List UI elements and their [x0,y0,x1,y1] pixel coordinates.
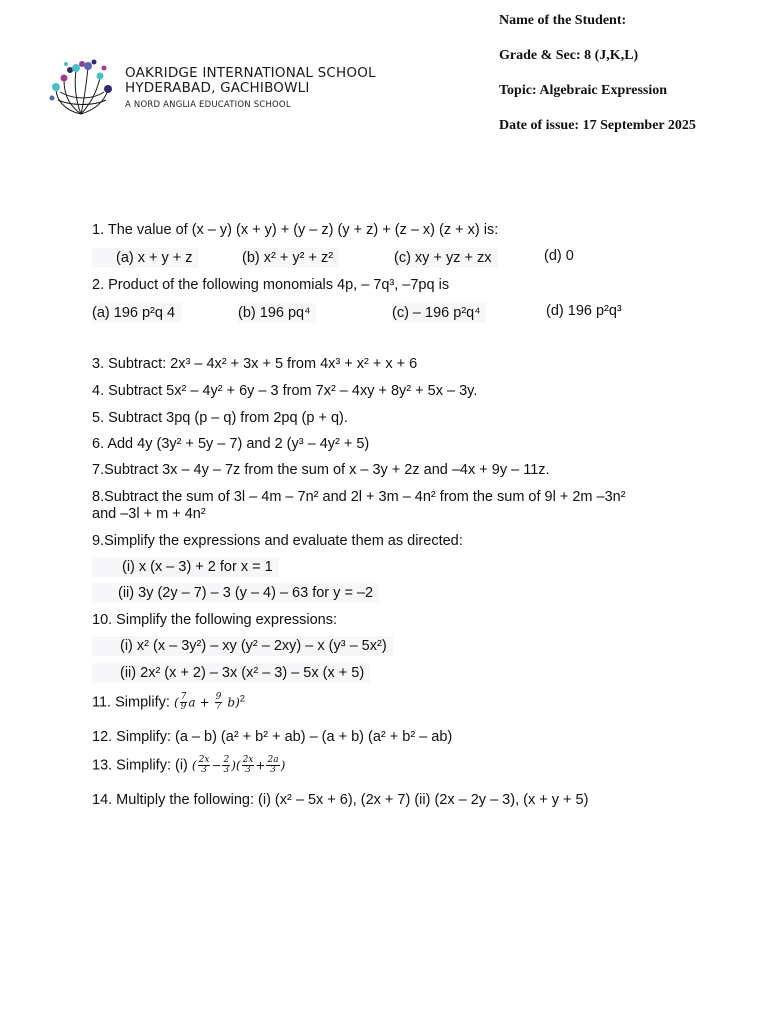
question-8-line1: 8.Subtract the sum of 3l – 4m – 7n² and 2l + 3m – 4n² from the sum of 9l + 2m –3n² [92,489,626,505]
school-name-line2: HYDERABAD, GACHIBOWLI [125,80,310,96]
q2-option-a: (a) 196 p²q 4 [92,303,181,323]
school-name-block [125,66,376,110]
q9-part-ii [92,585,379,601]
q13-fraction-2: $\frac{2}{3}$ [223,755,230,775]
q1-option-a: (a) x + y + z [92,248,199,268]
q10-part-ii-text: (ii) 2x² (x + 2) – 3x (x² – 3) – 5x (x + 5) [92,663,370,683]
school-logo-icon [46,56,116,118]
q9-part-i [92,559,279,575]
q1-option-d: (d) 0 [544,248,574,264]
date-label: Date of issue: 17 September 2025 [499,118,696,133]
q10-part-i-text: (i) x² (x – 3y²) – xy (y² – 2xy) – x (y³ – 5x²) [92,636,393,656]
q10-part-ii [92,665,370,681]
q2-option-d: (d) 196 p²q³ [546,303,622,319]
question-5: 5. Subtract 3pq (p – q) from 2pq (p + q). [92,410,348,426]
question-11: 11. Simplify: ( $\frac{7}{9}$ a + $\frac{9}{7}$ b)$^2$ [92,692,246,712]
question-3: 3. Subtract: 2x³ – 4x² + 3x + 5 from 4x³ + x² + x + 6 [92,356,418,372]
question-7: 7.Subtract 3x – 4y – 7z from the sum of x – 3y + 2z and –4x + 9y – 11z. [92,462,550,478]
q1-option-c: (c) xy + yz + zx [394,248,498,268]
question-2: 2. Product of the following monomials 4p, – 7q³, –7pq is [92,277,450,293]
grade-label: Grade & Sec: 8 (J,K,L) [499,48,639,63]
q2-option-c: (c) – 196 p²q⁴ [392,303,486,323]
q9-part-ii-text: (ii) 3y (2y – 7) – 3 (y – 4) – 63 for y = –2 [92,583,379,603]
question-13: 13. Simplify: (i) ( $\frac{2x}{3}$ − $\frac{2}{3}$ )( $\frac{2x}{3}$ + $\frac{2a}{3}$ ) [92,755,286,775]
question-14: 14. Multiply the following: (i) (x² – 5x + 6), (2x + 7) (ii) (2x – 2y – 3), (x + y + 5) [92,792,589,808]
q1-option-b: (b) x² + y² + z² [242,248,339,268]
q13-fraction-3: $\frac{2x}{3}$ [242,755,254,775]
student-name-label: Name of the Student: [499,13,627,28]
q11-prefix: 11. Simplify: [92,694,170,711]
question-9: 9.Simplify the expressions and evaluate them as directed: [92,533,463,549]
question-8-line2: and –3l + m + 4n² [92,506,206,522]
question-4: 4. Subtract 5x² – 4y² + 6y – 3 from 7x² – 4xy + 8y² + 5x – 3y. [92,383,478,399]
q11-fraction-1: $\frac{7}{9}$ [180,692,187,712]
question-12: 12. Simplify: (a – b) (a² + b² + ab) – (a + b) (a² + b² – ab) [92,729,453,745]
question-1: 1. The value of (x – y) (x + y) + (y – z) (y + z) + (z – x) (z + x) is: [92,222,499,238]
question-6: 6. Add 4y (3y² + 5y – 7) and 2 (y³ – 4y² + 5) [92,436,370,452]
school-name-line1: OAKRIDGE INTERNATIONAL SCHOOL [125,65,376,81]
question-10: 10. Simplify the following expressions: [92,612,338,628]
q13-fraction-4: $\frac{2a}{3}$ [267,755,279,775]
q9-part-i-text: (i) x (x – 3) + 2 for x = 1 [92,557,279,577]
q10-part-i [92,638,393,654]
q13-prefix: 13. Simplify: (i) [92,757,188,774]
q11-fraction-2: $\frac{9}{7}$ [215,692,222,712]
q13-fraction-1: $\frac{2x}{3}$ [198,755,210,775]
school-tagline: A NORD ANGLIA EDUCATION SCHOOL [125,100,291,110]
topic-label: Topic: Algebraic Expression [499,83,668,98]
q2-option-b: (b) 196 pq⁴ [238,303,316,323]
